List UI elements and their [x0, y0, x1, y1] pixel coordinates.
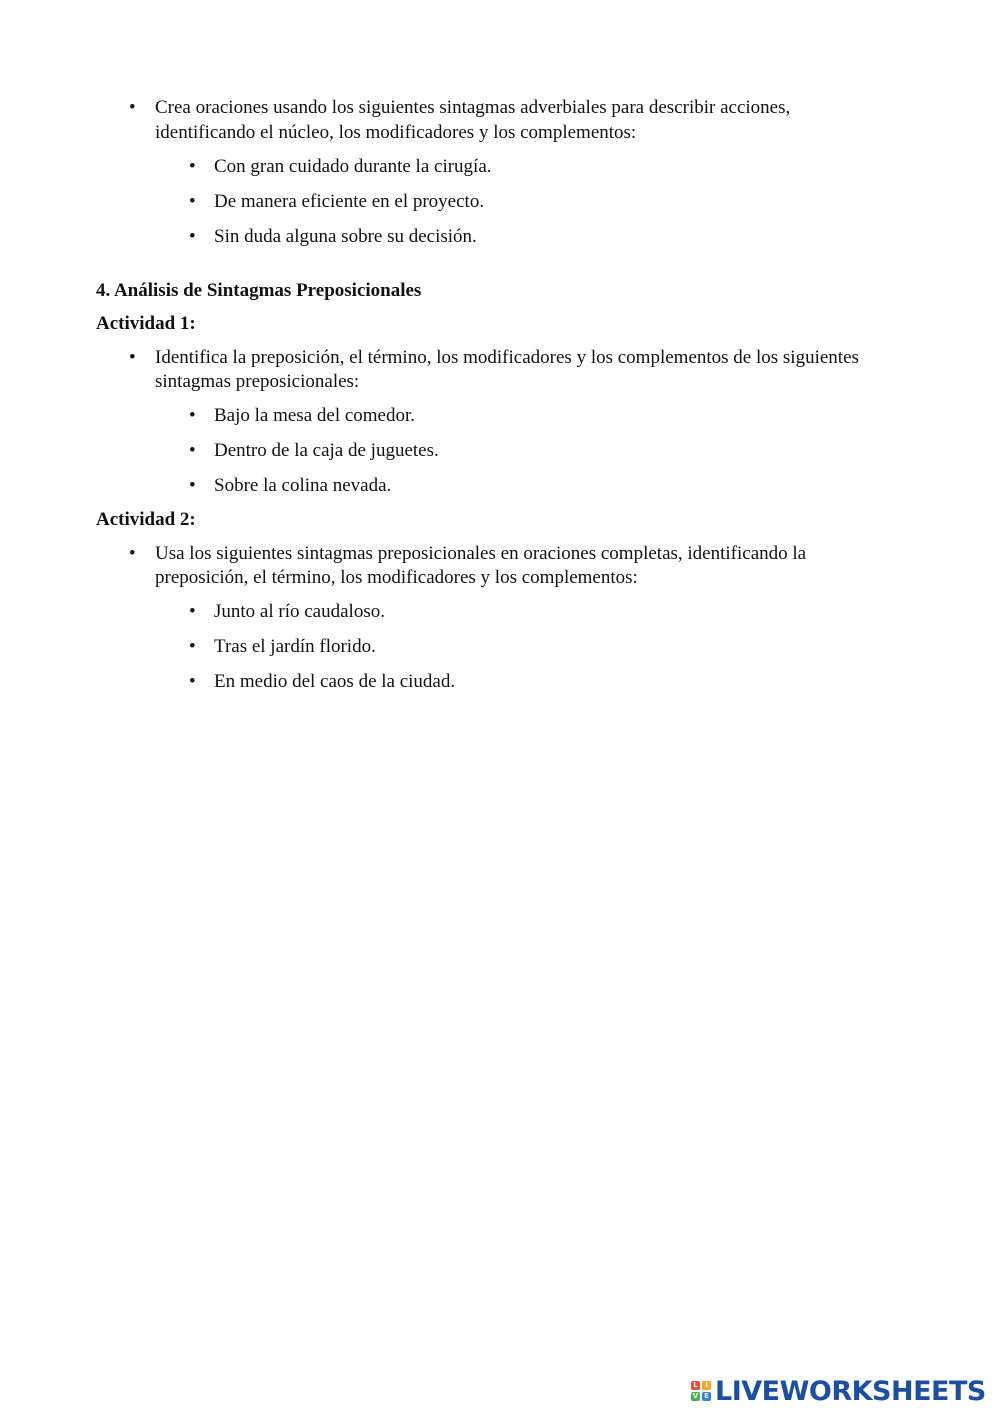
activity-2-instruction-line1: Usa los siguientes sintagmas preposicionales en oraciones completas, identificando la [155, 543, 807, 564]
intro-instruction-line1: Crea oraciones usando los siguientes sintagmas adverbiales para describir acciones, [155, 97, 791, 118]
activity-1-instruction-line1: Identifica la preposición, el término, los modificadores y los complementos de los siguientes [155, 347, 859, 368]
list-item: Sin duda alguna sobre su decisión. [214, 226, 477, 247]
bullet-marker: • [189, 440, 196, 461]
bullet-marker: • [129, 347, 136, 368]
liveworksheets-logo-icon [691, 1381, 711, 1401]
activity-1-title: Actividad 1: [96, 313, 196, 334]
list-item: En medio del caos de la ciudad. [214, 671, 456, 692]
liveworksheets-logo-text: LIVEWORKSHEETS [715, 1375, 986, 1407]
logo-square-i: I [702, 1381, 711, 1390]
list-item: Sobre la colina nevada. [214, 475, 392, 496]
bullet-marker: • [189, 636, 196, 657]
bullet-marker: • [189, 601, 196, 622]
activity-2-title: Actividad 2: [96, 509, 196, 530]
list-item: Junto al río caudaloso. [214, 601, 385, 622]
bullet-marker: • [129, 543, 136, 564]
section-heading: 4. Análisis de Sintagmas Preposicionales [96, 280, 422, 301]
liveworksheets-logo [691, 1374, 986, 1408]
list-item: Bajo la mesa del comedor. [214, 405, 416, 426]
bullet-marker: • [189, 226, 196, 247]
bullet-marker: • [189, 405, 196, 426]
activity-1-instruction-line2: sintagmas preposicionales: [155, 371, 360, 392]
activity-2-instruction-line2: preposición, el término, los modificadores y los complementos: [155, 567, 638, 588]
list-item: Dentro de la caja de juguetes. [214, 440, 439, 461]
logo-square-v: V [692, 1392, 699, 1400]
list-item: Con gran cuidado durante la cirugía. [214, 156, 492, 177]
intro-instruction-line2: identificando el núcleo, los modificadores y los complementos: [155, 122, 637, 143]
list-item: Tras el jardín florido. [214, 636, 376, 657]
bullet-marker: • [189, 191, 196, 212]
bullet-marker: • [189, 475, 196, 496]
logo-square-e: E [702, 1392, 711, 1401]
bullet-marker: • [189, 671, 196, 692]
bullet-marker: • [189, 156, 196, 177]
list-item: De manera eficiente en el proyecto. [214, 191, 485, 212]
bullet-marker: • [129, 97, 136, 118]
logo-square-l: L [691, 1381, 700, 1390]
